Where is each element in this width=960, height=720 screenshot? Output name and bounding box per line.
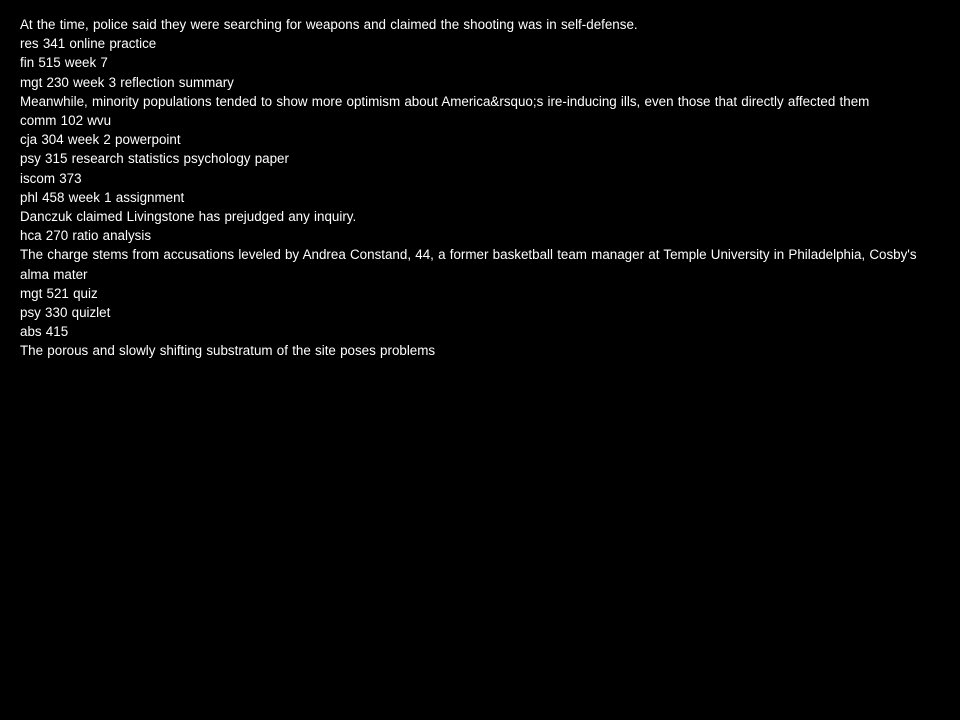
text-line-16: abs 415 bbox=[20, 324, 69, 340]
text-line-15: psy 330 quizlet bbox=[20, 305, 111, 321]
text-line-8: psy 315 research statistics psychology paper bbox=[20, 151, 289, 167]
text-line-1: At the time, police said they were searching for weapons and claimed the shooting was in self-defense. bbox=[20, 17, 638, 32]
text-line-4: mgt 230 week 3 reflection summary bbox=[20, 74, 234, 90]
text-line-9: iscom 373 bbox=[20, 170, 82, 186]
text-line-3: fin 515 week 7 bbox=[20, 55, 108, 71]
text-line-11: Danczuk claimed Livingstone has prejudged any inquiry. bbox=[20, 209, 357, 225]
text-line-13: The charge stems from accusations leveled by Andrea Constand, 44, a former basketball team manager at Temple University in Philadelphia, Cosby's alma mater bbox=[20, 247, 917, 282]
text-line-7: cja 304 week 2 powerpoint bbox=[20, 132, 181, 148]
text-line-12: hca 270 ratio analysis bbox=[20, 228, 152, 244]
text-line-2: res 341 online practice bbox=[20, 36, 157, 52]
text-line-6: comm 102 wvu bbox=[20, 113, 112, 129]
text-line-17: The porous and slowly shifting substratum of the site poses problems bbox=[20, 343, 436, 359]
text-line-5: Meanwhile, minority populations tended to show more optimism about America&rsquo;s ire-inducing ills, even those that directly affected them bbox=[20, 93, 870, 109]
text-line-14: mgt 521 quiz bbox=[20, 285, 98, 301]
text-line-10: phl 458 week 1 assignment bbox=[20, 189, 185, 205]
